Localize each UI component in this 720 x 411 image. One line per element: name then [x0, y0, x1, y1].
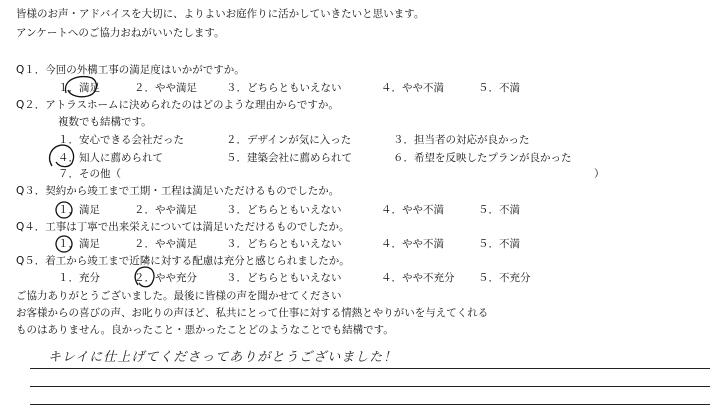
q4-option-5[interactable]: ５．不満 — [478, 238, 520, 250]
q1-option-5[interactable]: ５．不満 — [478, 82, 520, 94]
q1-selection-mark — [65, 77, 96, 97]
q2-option-4[interactable]: ４．知人に薦められて — [58, 152, 163, 164]
q3-option-5[interactable]: ５．不満 — [478, 204, 520, 216]
q4-selection-mark — [56, 236, 72, 252]
q3-selection-mark — [56, 202, 72, 218]
q3-option-3[interactable]: ３．どちらともいえない — [226, 204, 342, 216]
q1-option-2[interactable]: ２．やや満足 — [134, 82, 197, 94]
handwritten-comment: キレイに仕上げてくださってありがとうございました！ — [48, 350, 398, 365]
q4-option-3[interactable]: ３．どちらともいえない — [226, 238, 342, 250]
q5-option-5[interactable]: ５．不充分 — [478, 272, 531, 284]
q1-option-3[interactable]: ３．どちらともいえない — [226, 82, 342, 94]
q5-question: Q５．着工から竣工まで近隣に対する配慮は充分と感じられましたか。 — [16, 255, 350, 267]
q2-question: Q２．アトラスホームに決められたのはどのような理由からですか。 — [16, 99, 339, 111]
q2-selection-mark — [50, 145, 74, 167]
q1-option-1[interactable]: １．満足 — [58, 82, 100, 94]
q2-option-1[interactable]: １．安心できる会社だった — [58, 134, 184, 146]
q2-option-7-other[interactable]: ７．その他（ — [58, 168, 121, 180]
q1-question: Q１．今回の外構工事の満足度はいかがですか。 — [16, 64, 245, 76]
q2-other-close-paren: ） — [594, 168, 605, 180]
q4-option-4[interactable]: ４．やや不満 — [381, 238, 444, 250]
q5-option-2[interactable]: ２．やや充分 — [134, 272, 197, 284]
q4-option-1[interactable]: １．満足 — [58, 238, 100, 250]
q4-option-2[interactable]: ２．やや満足 — [134, 238, 197, 250]
q2-note: 複数でも結構です。 — [58, 116, 152, 128]
q3-option-1[interactable]: １．満足 — [58, 204, 100, 216]
closing-line-3: ものはありません。良かったこと・悪かったことどのようなことでも結構です。 — [16, 324, 394, 336]
q3-question: Q３．契約から竣工まで工期・工程は満足いただけるものでしたか。 — [16, 185, 340, 197]
q5-option-1[interactable]: １．充分 — [58, 272, 100, 284]
q2-option-6[interactable]: ６．希望を反映したプランが良かった — [393, 152, 572, 164]
intro-line-2: アンケートへのご協力おねがいいたします。 — [16, 27, 225, 39]
q2-option-5[interactable]: ５．建築会社に薦められて — [226, 152, 352, 164]
q2-option-3[interactable]: ３．担当者の対応が良かった — [393, 134, 530, 146]
q5-option-3[interactable]: ３．どちらともいえない — [226, 272, 342, 284]
q5-selection-mark — [135, 267, 154, 287]
q3-option-2[interactable]: ２．やや満足 — [134, 204, 197, 216]
intro-line-1: 皆様のお声・アドバイスを大切に、よりよいお庭作りに活かしていきたいと思います。 — [16, 8, 425, 20]
q5-option-4[interactable]: ４．やや不充分 — [381, 272, 455, 284]
closing-line-1: ご協力ありがとうございました。最後に皆様の声を聞かせてください — [16, 290, 342, 302]
q3-option-4[interactable]: ４．やや不満 — [381, 204, 444, 216]
q2-option-2[interactable]: ２．デザインが気に入った — [226, 134, 352, 146]
q4-question: Q４．工事は丁寧で出来栄えについては満足いただけるものでしたか。 — [16, 221, 350, 233]
closing-line-2: お客様からの喜びの声、お叱りの声ほど、私共にとって仕事に対する情熱とやりがいを与えてくれる — [16, 307, 489, 319]
q1-option-4[interactable]: ４．やや不満 — [381, 82, 444, 94]
